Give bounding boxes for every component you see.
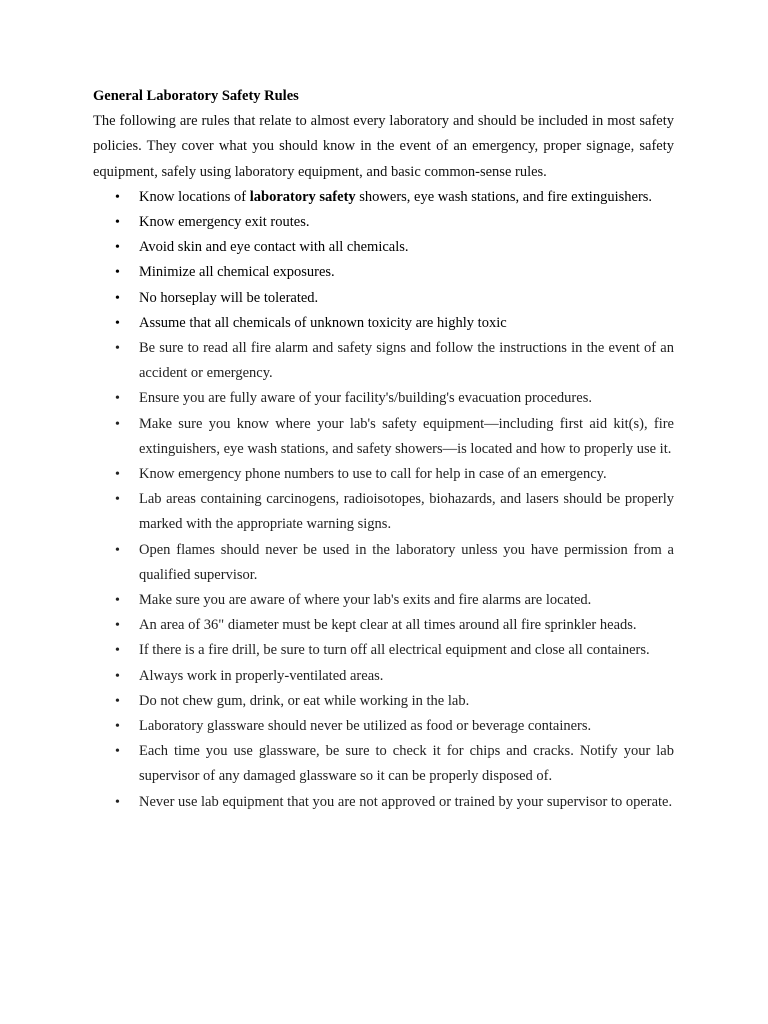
rule-text: Do not chew gum, drink, or eat while working in the lab.	[139, 692, 470, 709]
list-item	[93, 235, 674, 260]
rule-text: No horseplay will be tolerated.	[139, 289, 319, 306]
bullet-icon: •	[115, 668, 120, 684]
rule-text: Make sure you are aware of where your lab's exits and fire alarms are located.	[139, 592, 592, 609]
intro-paragraph: The following are rules that relate to almost every laboratory and should be included in most safety policies. They cover what you should know in the event of an emergency, proper signage, safety equipment, safely using laboratory equipment, and basic common-sense rules.	[93, 113, 674, 180]
list-item	[93, 210, 674, 235]
bullet-icon: •	[115, 189, 120, 205]
document-page	[93, 84, 674, 815]
list-item	[93, 336, 674, 386]
rule-text: Avoid skin and eye contact with all chemicals.	[139, 239, 409, 256]
rules-list	[93, 185, 674, 815]
list-item	[93, 714, 674, 739]
list-item	[93, 386, 674, 411]
list-item	[93, 739, 674, 789]
rule-text: Open flames should never be used in the laboratory unless you have permission from a qualified supervisor.	[139, 541, 674, 583]
rule-text: Assume that all chemicals of unknown toxicity are highly toxic	[139, 314, 507, 331]
rule-text: An area of 36" diameter must be kept clear at all times around all fire sprinkler heads.	[139, 617, 637, 634]
bullet-icon: •	[115, 391, 120, 407]
bullet-icon: •	[115, 265, 120, 281]
list-item	[93, 664, 674, 689]
rule-text: Be sure to read all fire alarm and safety signs and follow the instructions in the event of an accident or emergency.	[139, 340, 674, 382]
list-item	[93, 790, 674, 815]
rule-text: Always work in properly-ventilated areas.	[139, 667, 384, 684]
bullet-icon: •	[115, 341, 120, 357]
bullet-icon: •	[115, 719, 120, 735]
list-item	[93, 260, 674, 285]
bullet-icon: •	[115, 693, 120, 709]
list-item	[93, 538, 674, 588]
list-item	[93, 185, 674, 210]
rule-text: Ensure you are fully aware of your facility's/building's evacuation procedures.	[139, 390, 592, 407]
bullet-icon: •	[115, 315, 120, 331]
bullet-icon: •	[115, 744, 120, 760]
list-item	[93, 286, 674, 311]
rule-text: Each time you use glassware, be sure to check it for chips and cracks. Notify your lab supervisor of any damaged glassware so it can be properly disposed of.	[139, 743, 674, 785]
list-item	[93, 613, 674, 638]
bullet-icon: •	[115, 416, 120, 432]
list-item	[93, 462, 674, 487]
bullet-icon: •	[115, 794, 120, 810]
rule-text: Know emergency exit routes.	[139, 214, 310, 231]
list-item	[93, 487, 674, 537]
bullet-icon: •	[115, 240, 120, 256]
rule-text-before: Know locations of	[139, 188, 250, 205]
list-item	[93, 588, 674, 613]
bullet-icon: •	[115, 618, 120, 634]
document-title: General Laboratory Safety Rules	[93, 88, 299, 104]
rule-text-after: showers, eye wash stations, and fire extinguishers.	[355, 188, 653, 205]
list-item	[93, 412, 674, 462]
bullet-icon: •	[115, 467, 120, 483]
list-item	[93, 311, 674, 336]
rule-text: Know emergency phone numbers to use to call for help in case of an emergency.	[139, 466, 607, 483]
bullet-icon: •	[115, 593, 120, 609]
rule-text: Lab areas containing carcinogens, radioisotopes, biohazards, and lasers should be properly marked with the appropriate warning signs.	[139, 491, 674, 533]
list-item	[93, 689, 674, 714]
bullet-icon: •	[115, 643, 120, 659]
rule-text: Never use lab equipment that you are not approved or trained by your supervisor to operate.	[139, 793, 673, 810]
rule-text: If there is a fire drill, be sure to turn off all electrical equipment and close all containers.	[139, 642, 650, 659]
rule-text: Make sure you know where your lab's safety equipment—including first aid kit(s), fire extinguishers, eye wash stations, and safety showers—is located and how to properly use it.	[139, 415, 674, 457]
rule-text: Minimize all chemical exposures.	[139, 264, 335, 281]
rule-text-bold: laboratory safety	[249, 188, 356, 205]
bullet-icon: •	[115, 542, 120, 558]
bullet-icon: •	[115, 492, 120, 508]
bullet-icon: •	[115, 215, 120, 231]
rule-text: Laboratory glassware should never be utilized as food or beverage containers.	[139, 718, 592, 735]
bullet-icon: •	[115, 290, 120, 306]
list-item	[93, 638, 674, 663]
